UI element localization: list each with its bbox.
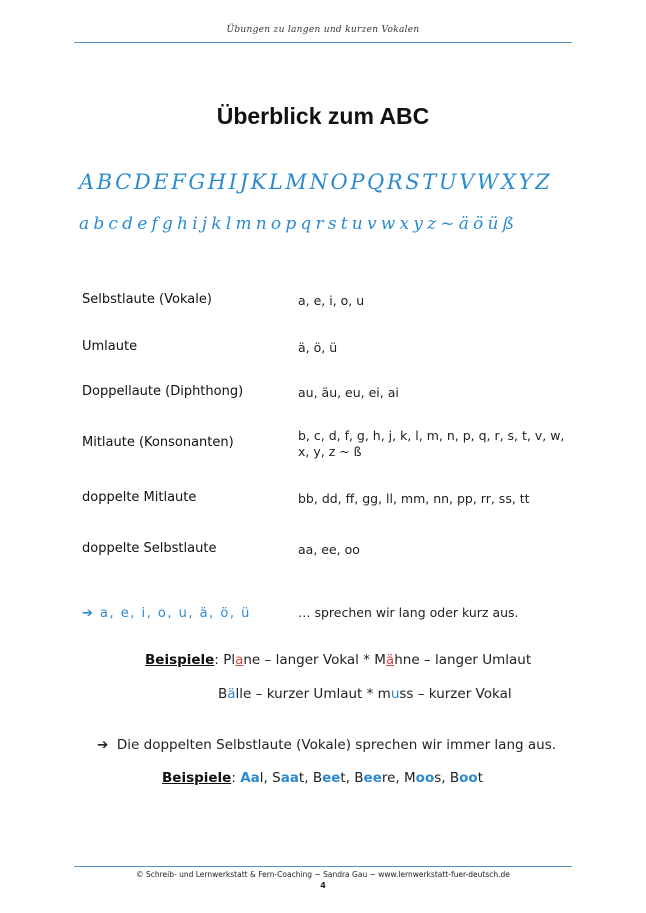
row-value-double-consonants: bb, dd, ff, gg, ll, mm, nn, pp, rr, ss, tt: [298, 491, 530, 506]
example-word: Moos: [404, 770, 442, 786]
row-value-consonants: b, c, d, f, g, h, j, k, l, m, n, p, q, r, s, t, v, w, x, y, z ~ ß: [298, 428, 565, 459]
row-value-diphthongs: au, äu, eu, ei, ai: [298, 385, 399, 400]
examples-double-vowels: Beispiele: Aal, Saat, Beet, Beere, Moos, Boot: [162, 770, 483, 786]
header-divider: [74, 42, 572, 43]
arrow-icon: ➔: [82, 606, 95, 621]
vowel-letters: a, e, i, o, u, ä, ö, ü: [100, 606, 251, 621]
row-label-double-vowels: doppelte Selbstlaute: [82, 541, 217, 556]
footer-copyright: © Schreib- und Lernwerkstatt & Fern-Coaching ~ Sandra Gau ~ www.lernwerkstatt-fuer-deutsch.de: [136, 870, 510, 879]
vowel-note: … sprechen wir lang oder kurz aus.: [298, 605, 519, 620]
examples-short: Bälle – kurzer Umlaut * muss – kurzer Vokal: [218, 686, 512, 702]
example-word: Boot: [449, 770, 483, 786]
running-header: Übungen zu langen und kurzen Vokalen: [226, 25, 420, 35]
page-number: 4: [320, 881, 326, 890]
examples-label: Beispiele: [162, 770, 232, 786]
examples-long: Beispiele: Plane – langer Vokal * Mähne – langer Umlaut: [145, 652, 532, 668]
row-value-double-vowels: aa, ee, oo: [298, 542, 360, 557]
vowel-list-row: [82, 606, 251, 621]
row-label-diphthongs: Doppellaute (Diphthong): [82, 384, 244, 399]
row-label-consonants: Mitlaute (Konsonanten): [82, 435, 234, 450]
lowercase-alphabet: abcdefghijklmnopqrstuvwxyz~äöüß: [79, 214, 519, 234]
examples-label: Beispiele: [145, 652, 215, 668]
row-label-vowels: Selbstlaute (Vokale): [82, 292, 212, 307]
uppercase-alphabet: ABCDEFGHIJKLMNOPQRSTUVWXYZ: [79, 170, 553, 194]
example-word: Saat: [272, 770, 305, 786]
row-value-vowels: a, e, i, o, u: [298, 293, 365, 308]
arrow-icon: ➔: [97, 737, 109, 753]
footer-divider: [74, 866, 572, 867]
example-word: Beet: [312, 770, 346, 786]
example-word: Beere: [354, 770, 396, 786]
row-value-umlauts: ä, ö, ü: [298, 340, 338, 355]
page-title: Überblick zum ABC: [216, 103, 430, 129]
example-word: Aal: [240, 770, 264, 786]
row-label-umlauts: Umlaute: [82, 339, 138, 354]
row-label-double-consonants: doppelte Mitlaute: [82, 490, 197, 505]
double-vowel-rule: ➔ Die doppelten Selbstlaute (Vokale) sprechen wir immer lang aus.: [97, 737, 557, 753]
